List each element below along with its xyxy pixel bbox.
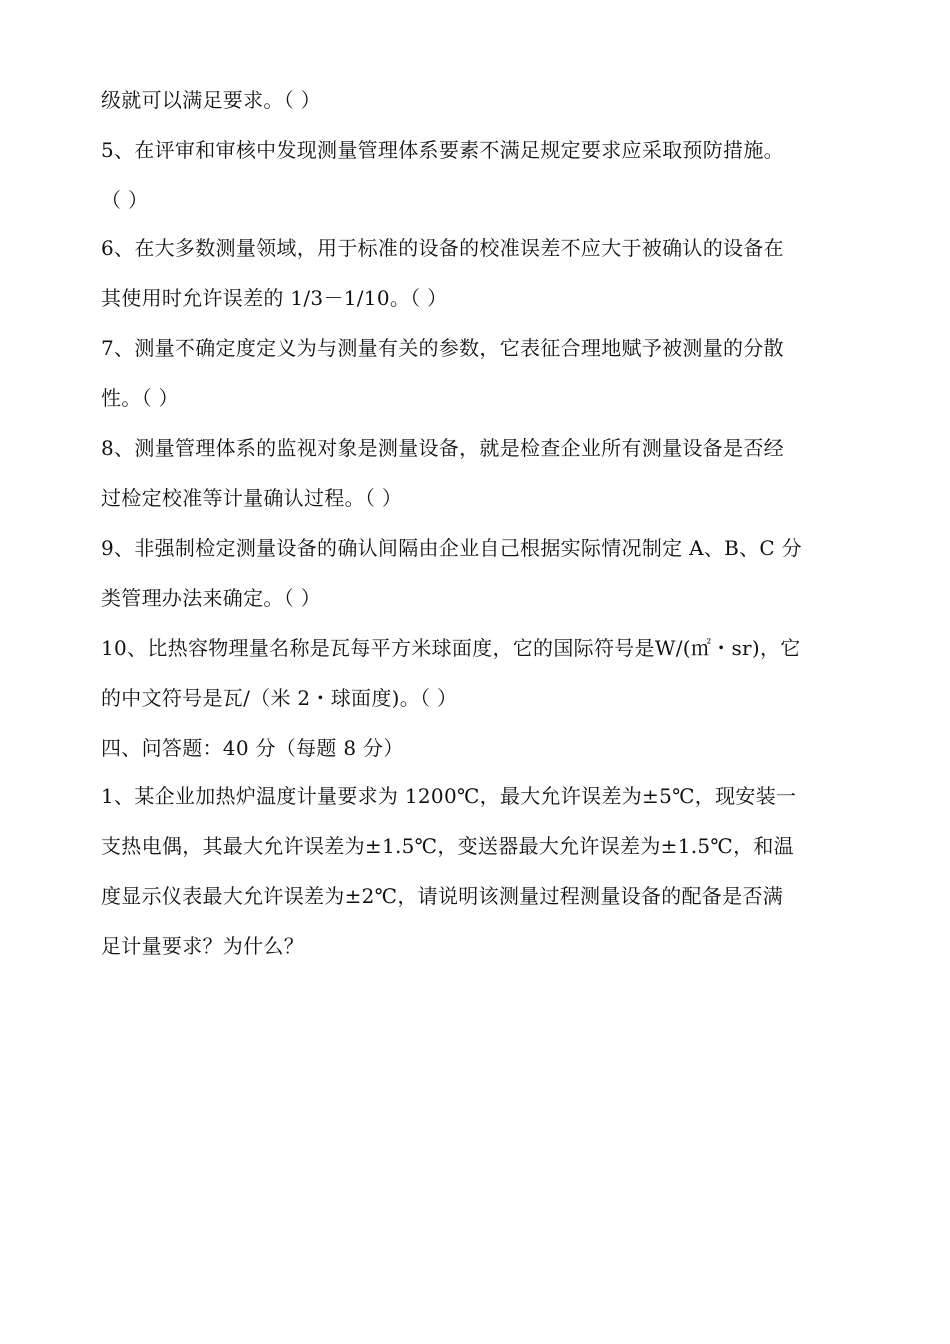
text-line-q5-answer: （ ） — [101, 188, 149, 212]
text-line-q10-cont: 的中文符号是瓦/（米 2・球面度)。（ ） — [101, 686, 458, 710]
text-line-q9: 9、非强制检定测量设备的确认间隔由企业自己根据实际情况制定 A、B、C 分 — [101, 536, 802, 560]
text-line-q8-cont: 过检定校准等计量确认过程。（ ） — [101, 486, 403, 510]
text-line-q4-cont: 级就可以满足要求。（ ） — [101, 88, 321, 112]
text-line-q6-cont: 其使用时允许误差的 1/3－1/10。（ ） — [101, 286, 448, 310]
section-heading-qa: 四、问答题：40 分（每题 8 分） — [101, 736, 404, 760]
text-line-q7: 7、测量不确定度定义为与测量有关的参数，它表征合理地赋予被测量的分散 — [101, 336, 784, 360]
text-line-q5: 5、在评审和审核中发现测量管理体系要素不满足规定要求应采取预防措施。 — [101, 138, 784, 162]
document-body — [101, 82, 853, 978]
text-line-q9-cont: 类管理办法来确定。（ ） — [101, 586, 321, 610]
text-line-q10: 10、比热容物理量名称是瓦每平方米球面度，它的国际符号是W/(㎡・sr)，它 — [101, 636, 801, 660]
text-line-q7-cont: 性。（ ） — [101, 386, 179, 410]
text-line-q6: 6、在大多数测量领域，用于标准的设备的校准误差不应大于被确认的设备在 — [101, 236, 784, 260]
text-line-qa1: 1、某企业加热炉温度计量要求为 1200℃，最大允许误差为±5℃，现安装一 — [101, 784, 797, 808]
text-line-qa1-cont-1: 支热电偶，其最大允许误差为±1.5℃，变送器最大允许误差为±1.5℃，和温 — [101, 834, 794, 858]
text-line-qa1-cont-2: 度显示仪表最大允许误差为±2℃，请说明该测量过程测量设备的配备是否满 — [101, 884, 784, 908]
text-line-qa1-cont-3: 足计量要求？为什么？ — [101, 934, 304, 958]
text-line-q8: 8、测量管理体系的监视对象是测量设备，就是检查企业所有测量设备是否经 — [101, 436, 784, 460]
